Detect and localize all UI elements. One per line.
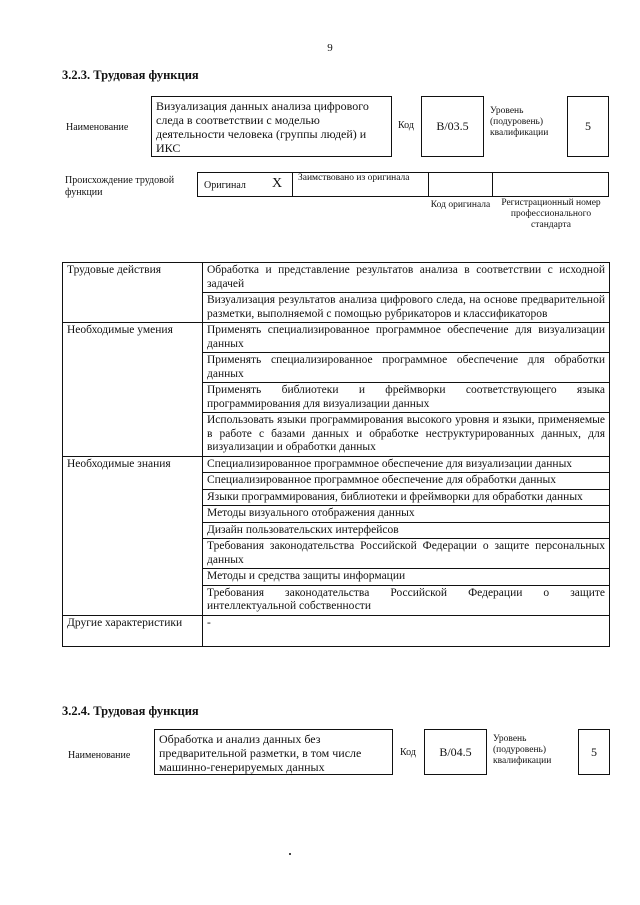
competency-table — [62, 262, 610, 647]
code-original-cell — [428, 172, 493, 197]
table-cell: Использовать языки программирования высокого уровня и языки, применяемые в работе с базами данных и обработке неструктурированных данных, для визуализации и обработки данных — [203, 413, 610, 457]
name-label-2: Наименование — [68, 750, 131, 761]
code-label-2: Код — [400, 747, 416, 758]
table-cell: Специализированное программное обеспечение для обработки данных — [203, 473, 610, 490]
table-cell: Требования законодательства Российской Федерации о защите интеллектуальной собственности — [203, 585, 610, 615]
table-cell: Обработка и представление результатов анализа в соответствии с исходной задачей — [203, 263, 610, 293]
original-mark: X — [272, 176, 283, 191]
table-cell: - — [203, 615, 610, 646]
function-name-box-1: Визуализация данных анализа цифрового следа в соответствии с моделью деятельности человека (группы людей) и ИКС — [151, 96, 392, 157]
table-cell: Методы и средства защиты информации — [203, 569, 610, 586]
code-box-2: В/04.5 — [424, 729, 487, 775]
function-name-box-2: Обработка и анализ данных без предварительной разметки, в том числе машинно-генерируемых данных — [154, 729, 393, 775]
table-cell: Визуализация результатов анализа цифрового следа, на основе предварительной разметки, выполняемой с помощью рубрикаторов и классификаторов — [203, 293, 610, 323]
code-original-label: Код оригинала — [430, 200, 491, 210]
category-cell: Трудовые действия — [63, 263, 203, 323]
level-box-2: 5 — [578, 729, 610, 775]
table-row — [63, 263, 610, 293]
reg-number-label: Регистрационный номер профессионального стандарта — [501, 198, 601, 230]
table-cell: Применять специализированное программное обеспечение для обработки данных — [203, 353, 610, 383]
table-cell: Дизайн пользовательских интерфейсов — [203, 522, 610, 539]
table-cell: Применять библиотеки и фреймворки соответствующего языка программирования для визуализации данных — [203, 383, 610, 413]
original-label: Оригинал — [204, 180, 246, 191]
table-cell: Языки программирования, библиотеки и фреймворки для обработки данных — [203, 489, 610, 506]
table-row — [63, 456, 610, 473]
level-label-2: Уровень (подуровень) квалификации — [493, 734, 552, 766]
origin-label: Происхождение трудовой функции — [65, 175, 175, 198]
table-cell: Методы визуального отображения данных — [203, 506, 610, 523]
scan-speck — [289, 853, 291, 855]
category-cell: Необходимые умения — [63, 323, 203, 457]
category-cell: Другие характеристики — [63, 615, 203, 646]
reg-number-cell — [492, 172, 609, 197]
table-row — [63, 323, 610, 353]
name-label-1: Наименование — [66, 122, 129, 133]
level-label-1: Уровень (подуровень) квалификации — [490, 106, 549, 138]
table-cell: Применять специализированное программное обеспечение для визуализации данных — [203, 323, 610, 353]
level-box-1: 5 — [567, 96, 609, 157]
code-box-1: В/03.5 — [421, 96, 484, 157]
code-label-1: Код — [398, 120, 414, 131]
table-cell: Специализированное программное обеспечение для визуализации данных — [203, 456, 610, 473]
page-number: 9 — [327, 42, 333, 54]
section-heading-2: 3.2.4. Трудовая функция — [62, 704, 199, 718]
category-cell: Необходимые знания — [63, 456, 203, 615]
section-heading-1: 3.2.3. Трудовая функция — [62, 68, 199, 82]
table-row — [63, 615, 610, 646]
borrowed-label: Заимствовано из оригинала — [298, 173, 410, 183]
table-cell: Требования законодательства Российской Федерации о защите персональных данных — [203, 539, 610, 569]
